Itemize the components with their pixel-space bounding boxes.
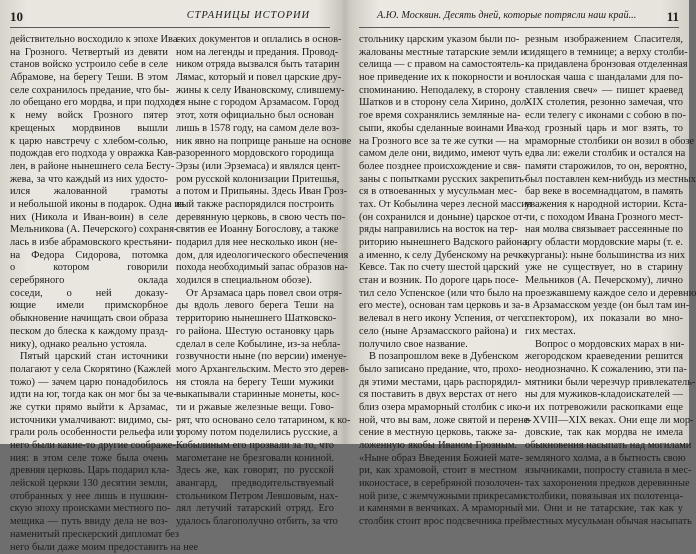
text-line: ся ныне с городом Арзамасом. Город	[176, 97, 334, 110]
text-line: неоднозначно. К сожалению, эти па-	[525, 364, 683, 377]
text-line: селе сохранилось предание, что бы-	[10, 85, 168, 98]
text-line: тах. От Кобылина через лесной массив	[359, 199, 517, 212]
text-line: ном на легенды и предания. Провод-	[176, 47, 334, 60]
text-line: идти на юг, тогда как он мог бы за че-	[10, 389, 168, 402]
text-line: грали роль особенности рельефа или у	[10, 427, 168, 440]
text-line: ющие имели примскорбное	[10, 300, 168, 313]
text-line: получило свое название.	[359, 339, 517, 352]
text-line: ился жалованной грамоты	[10, 186, 168, 199]
text-line: стольнику царским указом были по-	[359, 34, 517, 47]
text-line: ной ризе, с жемчужными прикресами	[359, 491, 517, 504]
text-line: более позднее происхождение и свя-	[359, 161, 517, 174]
text-line: него были какие-то другие соображе-	[10, 440, 168, 453]
text-line: а потом и Припьяны. Здесь Иван Гроз-	[176, 186, 334, 199]
text-line: Кобылиным его прозвали за то, что	[176, 440, 334, 453]
text-column	[359, 34, 517, 444]
text-line: лен, в районе нынешнего села Бесту-	[10, 161, 168, 174]
text-line: иконостасе, в серебряной позолочен-	[359, 478, 517, 491]
text-line: был поставлен кем-нибудь из местных	[525, 174, 683, 187]
text-line: споминанию. Неподалеку, в сторону	[359, 85, 517, 98]
text-line: Кевсе. Так по счету шестой царский	[359, 262, 517, 275]
text-line: лял летучий татарский отряд. Его	[176, 503, 334, 516]
text-column	[10, 34, 168, 444]
text-line: Вопрос о мордовских марах в ни-	[525, 339, 683, 352]
text-line: местных мусульман обычая насыпать	[525, 516, 683, 529]
text-line: территорию нынешнего Шатковско-	[176, 313, 334, 326]
right-page-body	[359, 34, 679, 444]
text-line: гозвучности ныне (по версии) именуе-	[176, 351, 334, 364]
page-number: 11	[667, 9, 679, 25]
text-line: полагают у села Скорятино (Кажлей	[10, 364, 168, 377]
text-line: ти, с походом Ивана Грозного мест-	[525, 212, 683, 225]
text-line: обыкновения насыпать над могилами	[525, 440, 683, 453]
text-line: ником отряда вызвался быть татарин	[176, 59, 334, 72]
text-line: сыпи, якобы сделанные воинами Ива-	[359, 123, 517, 136]
text-column	[176, 34, 334, 444]
text-line: авангард, предводительствуемый	[176, 478, 334, 491]
text-line: ной, что вы вам, ложе святой и перене-	[359, 415, 517, 428]
text-line: магометане не брезговали кониной.	[176, 453, 334, 466]
text-line: ских документов и оплались в основ-	[176, 34, 334, 47]
text-line: на Федора Сидорова, потомка	[10, 250, 168, 263]
text-line: ло обещано его мордва, и при подходе	[10, 97, 168, 110]
text-line: лейской церкви 130 десятин земли,	[10, 478, 168, 491]
text-line: село (ныне Арзамасского района) и	[359, 326, 517, 339]
text-line: о котором говорили	[10, 262, 168, 275]
text-line: «Ныне образ Введения Божией мате-	[359, 453, 517, 466]
text-line: Шатков и в сторону села Хирино, дол-	[359, 97, 517, 110]
text-line: и небольшой иконы в подарок. Одна из	[10, 199, 168, 212]
text-line: лась в избе абрамовского крестьяни-	[10, 237, 168, 250]
text-line: риторию нынешнего Вадского района,	[359, 237, 517, 250]
text-line: подарил для нее несколько икон (не-	[176, 237, 334, 250]
text-line: Мельников (А. Печерскому), лично	[525, 275, 683, 288]
text-line: ром русской колонизации Притешья,	[176, 174, 334, 187]
text-line: удалось благополучно отбить, за что	[176, 516, 334, 529]
text-line: серебряного оклада	[10, 275, 168, 288]
text-line: гое время сохранялись земляные на-	[359, 110, 517, 123]
text-line: было записано предание, что, прохо-	[359, 364, 517, 377]
text-line: них (Никола и Иван-воин) в селе	[10, 212, 168, 225]
text-line: жегородском краеведении решится	[525, 351, 683, 364]
text-line: к нему войск Грозного пятер	[10, 110, 168, 123]
left-page	[0, 0, 340, 444]
text-line: наменитый прескерский дипломат без	[10, 529, 168, 542]
text-line: стан и возник. По дороге царь посе-	[359, 275, 517, 288]
text-line: От Арзамаса царь повел свои отря-	[176, 288, 334, 301]
text-line: выкапывали старинные монеты, кос-	[176, 389, 334, 402]
text-line: земляного холма, а в бытность свою	[525, 453, 683, 466]
text-line: древняя церковь. Царь подарил кла-	[10, 465, 168, 478]
left-page-header	[10, 9, 330, 28]
text-line: сидящего в темнице; а верху столби-	[525, 47, 683, 60]
text-line: торому потом поделились русские, а	[176, 427, 334, 440]
text-line: деревянную церковь, в свою честь по-	[176, 212, 334, 225]
text-line: святив ее Иоанну Богослову, а также	[176, 224, 334, 237]
text-line: отобранных у нее лишь в пушкин-	[10, 491, 168, 504]
text-line: мятники были черезчур привлекатель-	[525, 377, 683, 390]
text-line: него были даже моим предоставить на нее	[10, 542, 168, 554]
text-line: дом, для идеологического обеспечения	[176, 250, 334, 263]
text-column	[525, 34, 683, 444]
text-line: в Арзамасском уезде (он был там ин-	[525, 300, 683, 313]
text-line: уже не существует, но в старину	[525, 262, 683, 275]
text-line: ся поставить в двух верстах от него	[359, 389, 517, 402]
text-line: а именно, к селу Дубенскому на речке	[359, 250, 517, 263]
text-line: же сутки прямо выйти к Арзамас,	[10, 402, 168, 415]
text-line: действительно восходило к эпохе Ива-	[10, 34, 168, 47]
text-line: разоренного мордовского городища	[176, 148, 334, 161]
text-line: на Грозного все за те же сутки — на	[359, 136, 517, 149]
text-line: ка придавлена бронзовая отделенная	[525, 59, 683, 72]
text-line: в XVIII—XIX веках. Они еще ли мор-	[525, 415, 683, 428]
text-line: скую эпоху происками местного по-	[10, 503, 168, 516]
text-line: спектором), их показали во мно-	[525, 313, 683, 326]
text-line: Лямас, который и повел царские дру-	[176, 72, 334, 85]
text-line: этот, хотя официально был основан	[176, 110, 334, 123]
text-line: и их потревожили раскопками еще	[525, 402, 683, 415]
text-line: соседи, о ней доказу-	[10, 288, 168, 301]
text-line: крещеных мордвинов вышли	[10, 123, 168, 136]
text-line: похода необходимый запас образов на-	[176, 262, 334, 275]
text-line: ды вдоль левого берега Теши на	[176, 300, 334, 313]
text-line: ник явно на поприще раньше на основе	[176, 136, 334, 149]
text-line: обыкновение начищать свои образа	[10, 313, 168, 326]
text-line: тожо) — зачем царю понадобилось	[10, 377, 168, 390]
text-line: югу области мордовские мары (т. е.	[525, 237, 683, 250]
text-line: ходился в специальном обозе).	[176, 275, 334, 288]
text-line: мещика — путь ввиду дела не воз-	[10, 516, 168, 529]
text-line: ряды направились на восток на тер-	[359, 224, 517, 237]
right-page	[349, 0, 689, 444]
text-line: сделал в селе Кобылине, из-за небла-	[176, 339, 334, 352]
text-line: (он сохранился и доныне) царское от-	[359, 212, 517, 225]
text-line: к царю навстречу с хлебом-солью,	[10, 136, 168, 149]
text-line: станов войско устроило себе в селе	[10, 59, 168, 72]
text-line: мраморные столбики он возил в обозе	[525, 136, 683, 149]
text-line: селища — с правом на самостоятель-	[359, 59, 517, 72]
text-line: лишь в 1578 году, на самом деле воз-	[176, 123, 334, 136]
text-line: подождав его подхода у овражка Кав-	[10, 148, 168, 161]
text-line: гих местах.	[525, 326, 683, 339]
text-line: на Грозного. Четвертый из девяти	[10, 47, 168, 60]
text-line: Пятый царский стан источники	[10, 351, 168, 364]
text-line: курганы): ныне большинства из них	[525, 250, 683, 263]
text-line: ния: в этом селе тоже была очень	[10, 453, 168, 466]
text-line: велевал в него икону Успения, от чего	[359, 313, 517, 326]
text-line: сение в местную церковь, также за-	[359, 427, 517, 440]
text-line: ный также распорядился построить	[176, 199, 334, 212]
text-line: столбик стоит врос подсвечника прей	[359, 516, 517, 529]
text-line: ная молва связывает рассеянные по	[525, 224, 683, 237]
text-line: самом деле они, видимо, имеют чуть	[359, 148, 517, 161]
text-line: его месте), основан там церковь и за-	[359, 300, 517, 313]
text-line: уважения к народной истории. Кста-	[525, 199, 683, 212]
text-line: памяти старожилов, то он, вероятно,	[525, 161, 683, 174]
text-line: ны для мужиков-кладоискателей —	[525, 389, 683, 402]
text-line: жины к селу Ивановскому, слившему-	[176, 85, 334, 98]
text-line: столбики, повязывая их полотенца-	[525, 491, 683, 504]
text-line: Абрамове, на берегу Теши. В этом	[10, 72, 168, 85]
text-line: XIX столетия, резонно замечая, что	[525, 97, 683, 110]
text-line: жалованы местные татарские земли и	[359, 47, 517, 60]
text-line: заны с попытками русских закрепить-	[359, 174, 517, 187]
text-line: ри, как храмовой, стоит в местном	[359, 465, 517, 478]
running-title: А.Ю. Москвин. Десять дней, которые потрясли наш край...	[377, 10, 636, 21]
text-line: ложенную якобы Иваном Грозным.	[359, 440, 517, 453]
text-line: го района. Шестую остановку царь	[176, 326, 334, 339]
text-line: ся в отвоеванных у мусульман мес-	[359, 186, 517, 199]
text-line: мого Архангельским. Место это дерев-	[176, 364, 334, 377]
left-page-body	[10, 34, 330, 444]
text-line: рят, что основано село татарином, к ко-	[176, 415, 334, 428]
text-line: тах захоронения предков деревянные	[525, 478, 683, 491]
text-line: если телегу с иконами с собою в по-	[525, 110, 683, 123]
text-line: стольником Петром Левшовым, нах-	[176, 491, 334, 504]
text-line: ти и ржавые железные вещи. Гово-	[176, 402, 334, 415]
text-line: язычниками, попросту ставила в мес-	[525, 465, 683, 478]
running-title: СТРАНИЦЫ ИСТОРИИ	[187, 10, 310, 21]
text-line: Здесь же, как говорят, по русской	[176, 465, 334, 478]
text-line: ное приведение их к покорности и во-	[359, 72, 517, 85]
text-line: нику), однако реально устояла.	[10, 339, 168, 352]
text-line: песком до блеска к каждому празд-	[10, 326, 168, 339]
text-line: близ озера мраморный столбик с ико-	[359, 402, 517, 415]
text-line: Эрзы (или Эрземаса) и являлся цент-	[176, 161, 334, 174]
text-line: Мельникова (А. Печерского) сохраня-	[10, 224, 168, 237]
text-line: едва ли: ежели столбик и остался на	[525, 148, 683, 161]
text-line: бар веке в восемнадцатом, в память	[525, 186, 683, 199]
text-line: плоская чаша с шандалами для по-	[525, 72, 683, 85]
text-line: ня стояла на берегу Теши мужики	[176, 377, 334, 390]
text-line: проезжавшему каждое село и деревню	[525, 288, 683, 301]
text-line: жева, за что каждый из них удосто-	[10, 174, 168, 187]
text-line: дя этими местами, царь распорядил-	[359, 377, 517, 390]
text-line: ход грозный царь и мог взять, то	[525, 123, 683, 136]
text-line: источники умалчивают: видимо, сы-	[10, 415, 168, 428]
text-line: ми. Они и не татарские, так как у	[525, 503, 683, 516]
text-line: резным изображением Спасителя,	[525, 34, 683, 47]
text-line: довские, так как мордва не имела	[525, 427, 683, 440]
right-page-header	[359, 9, 679, 28]
text-line: В позапрошлом веке в Дубенском	[359, 351, 517, 364]
text-line: тил село Успенское (или что было на	[359, 288, 517, 301]
text-line: ставления свеч» — пишет краевед	[525, 85, 683, 98]
text-line: и камнями в венчиках. А мраморный	[359, 503, 517, 516]
page-number: 10	[10, 9, 23, 25]
